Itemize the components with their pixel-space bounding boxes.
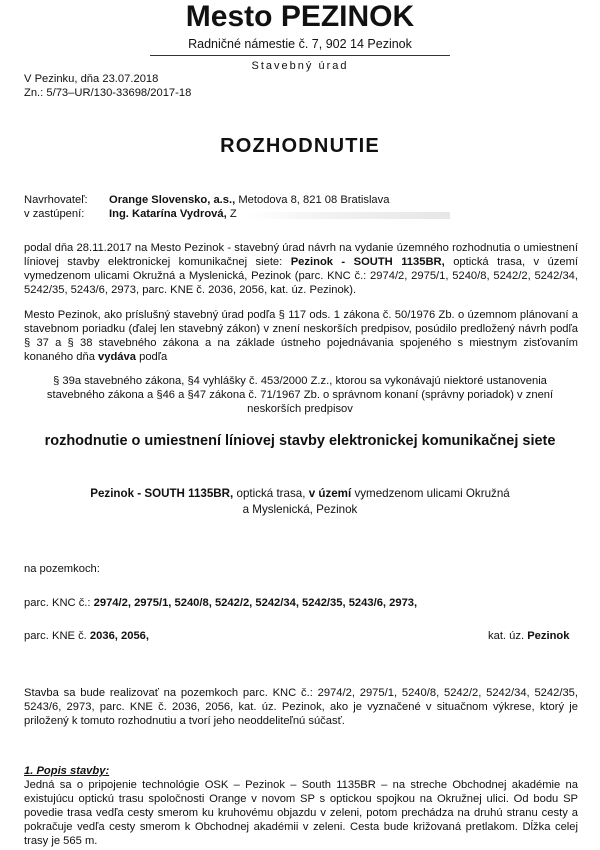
document-title: ROZHODNUTIE	[220, 135, 380, 157]
kne-values: 2036, 2056,	[89, 630, 150, 642]
project-name: Pezinok - SOUTH 1135BR,	[90, 487, 234, 500]
cadastral-label: kat. úz.	[488, 630, 525, 642]
realization-paragraph: Stavba sa bude realizovať na pozemkoch parc. KNC č.: 2974/2, 2975/1, 5240/8, 5242/2, 5242/34, 5242/35, 5243/6, 2973, parc. KNE č. 2036, 2056, kat. úz. Pezinok, ako je vyznačené v situačnom výkrese, ktorý je priložený k tomuto rozhodnutiu a tvorí jeho neoddeliteľnú súčasť.	[24, 687, 578, 727]
kne-parcels	[24, 629, 149, 643]
representative-rest: Z	[229, 208, 237, 220]
project-line-2: a Myslenická, Pezinok	[242, 503, 358, 516]
parcels-intro: na pozemkoch:	[24, 563, 100, 575]
representative-name: Ing. Katarína Vydrová,	[109, 208, 227, 220]
intro-text-c: optická trasa, v území vymedzenom ulicami Okružná a Myslenická, Pezinok (parc. KNC č.: 2974/2, 2975/1, 5240/8, 5242/2, 5242/34, 5242/35, 5243/6, 2973, parc. KNE č. 2036, 2056, kat. úz. Pezinok).	[24, 256, 579, 296]
city-address: Radničné námestie č. 7, 902 14 Pezinok	[188, 37, 412, 51]
intro-text-a: podal dňa 28.11.2017 na Mesto Pezinok - stavebný úrad návrh na vydanie územného rozhodnutia o umiestnení líniovej stavby elektronickej komunikačnej siete:	[24, 242, 578, 268]
date-line: V Pezinku, dňa 23.07.2018	[24, 73, 159, 85]
knc-parcels	[24, 596, 417, 610]
office-name: Stavebný úrad	[251, 60, 349, 72]
authority-paragraph	[24, 308, 578, 364]
header-divider	[150, 55, 450, 56]
section-text: Jedná sa o pripojenie technológie OSK – Pezinok – South 1135BR – na streche Obchodnej akadémie na existujúcu optickú trasu spoločnosti Orange v novom SP s optickou spojkou na Okružnej ulici. Od bodu SP povedie trasa vedľa cesty smerom ku kruhovému objazdu v zeleni, potom prechádza na druhú stranu cesty a pokračuje vedľa cesty smerom k Obchodnej akadémii v zeleni. Cesta bude križovaná pretlakom. Dĺžka celej trasy je 565 m.	[24, 779, 578, 847]
section-title: 1. Popis stavby:	[24, 765, 110, 777]
issues-keyword: vydáva	[98, 351, 136, 363]
city-prefix: Mesto	[185, 0, 273, 33]
authority-text-c: podľa	[139, 351, 168, 363]
intro-paragraph	[24, 241, 578, 297]
project-name-inline: Pezinok - SOUTH 1135BR,	[290, 256, 445, 268]
representative-label: v zastúpení:	[24, 208, 85, 220]
applicant-name: Orange Slovensko, a.s.,	[109, 194, 236, 206]
city-name: PEZINOK	[280, 0, 415, 33]
decision-title: rozhodnutie o umiestnení líniovej stavby elektronickej komunikačnej siete	[44, 433, 556, 449]
applicant-label: Navrhovateľ:	[24, 194, 88, 206]
representative-info	[109, 207, 237, 221]
project-type: optická trasa,	[236, 487, 306, 500]
project-area: vymedzenom ulicami Okružná	[354, 487, 510, 500]
cadastral-area	[488, 629, 569, 643]
authority-text-a: Mesto Pezinok, ako príslušný stavebný úrad podľa § 117 ods. 1 zákona č. 50/1976 Zb. o územnom plánovaní a stavebnom poriadku (ďalej len stavebný zákon) v znení neskorších predpisov, posúdilo predložený návrh podľa § 37 a § 38 stavebného zákona a na základe ústneho pojednávania spojeného s miestnym zisťovaním konaného dňa	[24, 309, 578, 363]
city-title	[0, 1, 600, 33]
kne-label: parc. KNE č.	[24, 630, 87, 642]
reference-number: Zn.: 5/73–UR/130-33698/2017-18	[24, 87, 192, 99]
legal-basis: § 39a stavebného zákona, §4 vyhlášky č. 453/2000 Z.z., ktorou sa vykonávajú niektoré ustanovenia stavebného zákona a §46 a §47 zákona č. 71/1967 Zb. o správnom konaní (správny poriadok) v znení neskorších predpisov	[46, 375, 554, 415]
applicant-address: Metodova 8, 821 08 Bratislava	[238, 194, 390, 206]
project-line	[0, 486, 600, 502]
knc-label: parc. KNC č.:	[24, 597, 91, 609]
knc-values: 2974/2, 2975/1, 5240/8, 5242/2, 5242/34, 5242/35, 5243/6, 2973,	[93, 597, 418, 609]
cadastral-value: Pezinok	[527, 630, 570, 642]
redaction-mark	[247, 212, 450, 219]
applicant-info	[109, 193, 389, 207]
project-area-keyword: v území	[308, 487, 352, 500]
